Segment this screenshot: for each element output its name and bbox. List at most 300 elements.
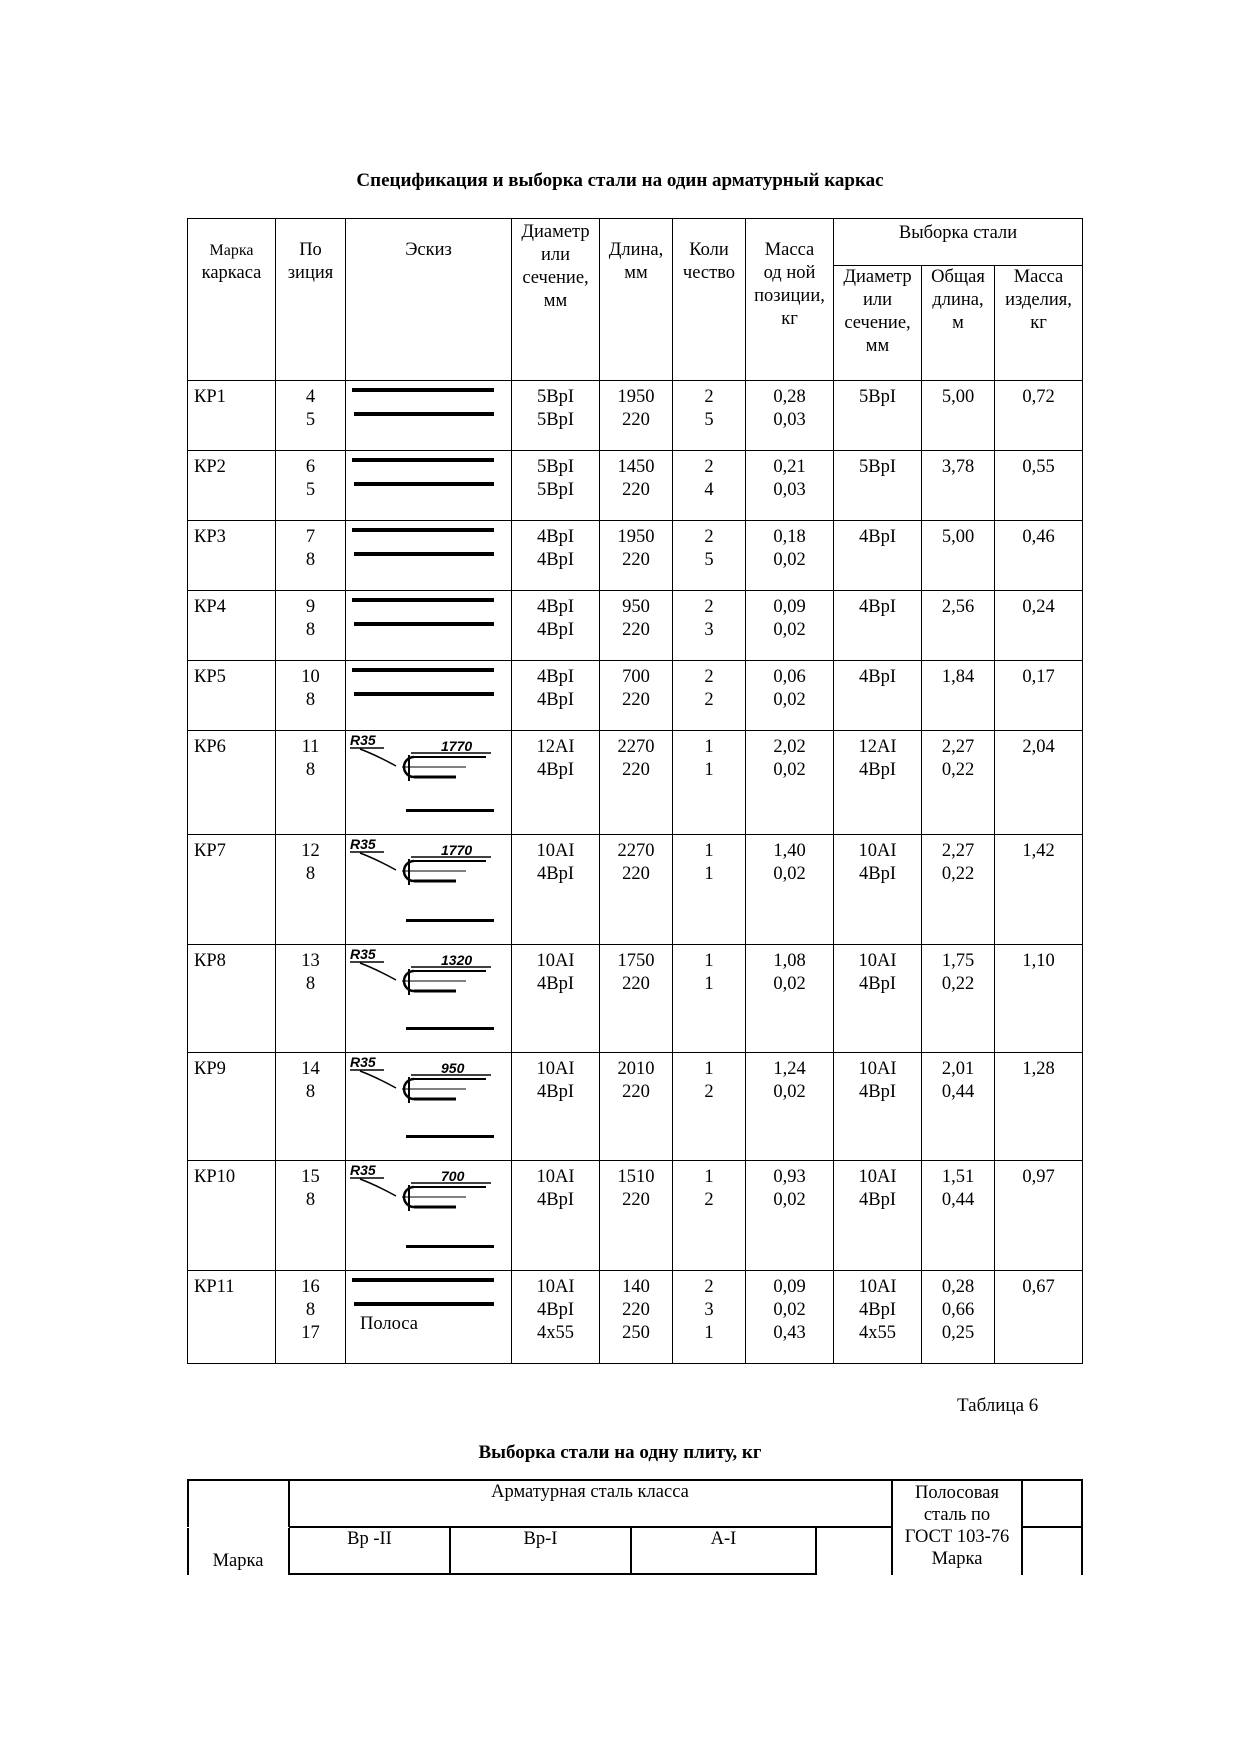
cell-position (276, 661, 346, 731)
table-row (188, 661, 1083, 731)
radius-label: R35 (350, 732, 376, 748)
cell-product-mass: 0,72 (995, 381, 1083, 451)
rebar-sketch (346, 521, 511, 589)
leader-line (360, 963, 396, 980)
cell-diameter-line: 4ВрI (537, 1082, 574, 1102)
cell-quantity (673, 591, 746, 661)
t2-class-vr2: Вр -II (347, 1529, 392, 1549)
cell-total-length-line: 0,22 (941, 760, 975, 780)
cell-position (276, 451, 346, 521)
cell-product-mass: 1,28 (995, 1053, 1083, 1161)
cell-sketch (346, 731, 512, 835)
t2-mark-header: Марка (212, 1551, 264, 1571)
distribution-bar (406, 919, 494, 922)
cell-total-length (922, 451, 995, 521)
table-row (188, 451, 1083, 521)
cell-sketch (346, 381, 512, 451)
cell-sel-diameter (834, 1053, 922, 1161)
table-row (188, 1271, 1083, 1364)
distribution-bar (406, 1135, 494, 1138)
cell-total-length-line: 0,28 (941, 1277, 975, 1297)
cell-position-line: 5 (305, 410, 316, 430)
cell-sel-diameter (834, 661, 922, 731)
cell-quantity (673, 451, 746, 521)
cell-quantity-line: 2 (704, 1082, 714, 1102)
cell-quantity-line: 2 (704, 690, 714, 710)
cell-quantity (673, 521, 746, 591)
cell-position-line: 11 (301, 737, 320, 757)
cell-mass-line: 0,43 (773, 1323, 806, 1343)
cell-sel-diameter-line: 4х55 (859, 1323, 896, 1343)
cell-position-line: 5 (305, 480, 316, 500)
cell-sel-diameter-line: 4ВрI (859, 1190, 896, 1210)
table-row (188, 381, 1083, 451)
cell-diameter-line: 4ВрI (537, 527, 574, 547)
cell-diameter-line: 10АI (536, 951, 575, 971)
specification-table (187, 218, 1083, 1364)
rebar-line (352, 668, 494, 672)
dimension-label: 1770 (441, 738, 473, 754)
cell-position-line: 8 (305, 1082, 316, 1102)
cell-quantity-line: 2 (704, 597, 714, 617)
distribution-bar (406, 1027, 494, 1030)
cell-total-length-line: 0,44 (941, 1190, 975, 1210)
cell-length (600, 835, 673, 945)
cell-mark: КР10 (188, 1161, 276, 1271)
t2-rebar-header: Арматурная сталь класса (491, 1482, 689, 1502)
cell-sketch (346, 1271, 512, 1364)
cell-length-line: 250 (622, 1323, 650, 1343)
cell-diameter (512, 451, 600, 521)
cell-diameter-line: 4ВрI (537, 550, 574, 570)
rebar-line (352, 528, 494, 532)
cell-position-line: 15 (301, 1167, 320, 1187)
cell-product-mass: 1,10 (995, 945, 1083, 1053)
cell-diameter-line: 4ВрI (537, 1190, 574, 1210)
cell-length-line: 220 (622, 690, 650, 710)
cell-mark: КР8 (188, 945, 276, 1053)
header-total-length: Общая длина, м (922, 266, 995, 381)
cell-mass-line: 0,02 (773, 760, 806, 780)
cell-position-line: 7 (305, 527, 316, 547)
t2-divider (815, 1527, 817, 1575)
cell-diameter (512, 521, 600, 591)
rebar-sketch (346, 1161, 511, 1269)
cell-mass-line: 0,02 (773, 1082, 806, 1102)
cell-mark: КР1 (188, 381, 276, 451)
cell-mark: КР9 (188, 1053, 276, 1161)
cell-position (276, 945, 346, 1053)
cell-diameter (512, 591, 600, 661)
cell-length (600, 1161, 673, 1271)
t2-subheader-line (1021, 1526, 1083, 1528)
header-selection-diameter: Диаметр или сечение, мм (834, 266, 922, 381)
cell-sel-diameter-line: 4ВрI (859, 760, 896, 780)
cell-product-mass: 0,46 (995, 521, 1083, 591)
rebar-sketch (346, 661, 511, 729)
cell-position-line: 12 (301, 841, 320, 861)
cell-mass (746, 835, 834, 945)
cell-length-line: 220 (622, 480, 650, 500)
cell-quantity (673, 1271, 746, 1364)
cell-length-line: 220 (622, 550, 650, 570)
cell-mass-line: 0,09 (773, 597, 806, 617)
cell-position-line: 6 (305, 457, 316, 477)
cell-product-mass: 1,42 (995, 835, 1083, 945)
cell-length-line: 220 (622, 410, 650, 430)
cell-position-line: 8 (305, 1190, 316, 1210)
cell-sketch (346, 1161, 512, 1271)
cell-position-line: 8 (305, 620, 316, 640)
cell-sel-diameter-line: 4ВрI (859, 667, 896, 687)
cell-mass-line: 1,08 (773, 951, 806, 971)
cell-total-length (922, 591, 995, 661)
cell-mass-line: 0,06 (773, 667, 806, 687)
cell-diameter-line: 4ВрI (537, 667, 574, 687)
cell-diameter (512, 835, 600, 945)
cell-diameter-line: 4ВрI (537, 597, 574, 617)
table-row (188, 591, 1083, 661)
cell-sel-diameter-line: 4ВрI (859, 597, 896, 617)
cell-diameter (512, 731, 600, 835)
cell-length-line: 1450 (617, 457, 655, 477)
radius-label: R35 (350, 836, 376, 852)
cell-product-mass: 2,04 (995, 731, 1083, 835)
cell-sel-diameter-line: 4ВрI (859, 1082, 896, 1102)
cell-position-line: 8 (305, 974, 316, 994)
cell-quantity (673, 1053, 746, 1161)
rebar-line (354, 552, 494, 556)
cell-sel-diameter-line: 10АI (858, 1167, 897, 1187)
cell-length (600, 381, 673, 451)
leader-line (360, 1179, 396, 1196)
cell-diameter-line: 4ВрI (537, 974, 574, 994)
cell-diameter (512, 1161, 600, 1271)
distribution-bar (406, 1245, 494, 1248)
cell-total-length (922, 1053, 995, 1161)
cell-sel-diameter (834, 731, 922, 835)
cell-diameter (512, 661, 600, 731)
cell-product-mass: 0,17 (995, 661, 1083, 731)
cell-mass-line: 0,02 (773, 620, 806, 640)
cell-mass-line: 1,24 (773, 1059, 806, 1079)
cell-total-length-line: 1,75 (941, 951, 975, 971)
header-mark: Марка каркаса (188, 219, 276, 381)
cell-total-length (922, 381, 995, 451)
cell-diameter-line: 5ВрI (537, 457, 574, 477)
cell-mass-line: 0,02 (773, 690, 806, 710)
distribution-bar (406, 809, 494, 812)
cell-diameter-line: 10АI (536, 841, 575, 861)
cell-position (276, 381, 346, 451)
cell-diameter-line: 4ВрI (537, 1300, 574, 1320)
cell-sel-diameter (834, 1161, 922, 1271)
cell-sel-diameter-line: 10АI (858, 951, 897, 971)
cell-diameter (512, 1271, 600, 1364)
cell-mass-line: 0,03 (773, 410, 806, 430)
cell-mass-line: 2,02 (773, 737, 806, 757)
cell-length-line: 220 (622, 974, 650, 994)
cell-position-line: 17 (301, 1323, 320, 1343)
rebar-line (354, 1302, 494, 1306)
cell-length-line: 1950 (617, 527, 655, 547)
cell-sel-diameter (834, 591, 922, 661)
cell-total-length (922, 731, 995, 835)
cell-total-length (922, 945, 995, 1053)
rebar-line (354, 622, 494, 626)
table-row (188, 731, 1083, 835)
cell-sel-diameter-line: 4ВрI (859, 1300, 896, 1320)
cell-length-line: 220 (622, 620, 650, 640)
cell-quantity-line: 1 (704, 1167, 714, 1187)
cell-mass-line: 0,18 (773, 527, 806, 547)
cell-sel-diameter-line: 10АI (858, 841, 897, 861)
cell-length (600, 591, 673, 661)
dimension-label: 1770 (441, 842, 473, 858)
header-row (188, 219, 1083, 266)
cell-length-line: 1510 (617, 1167, 655, 1187)
cell-quantity (673, 731, 746, 835)
cell-mark: КР5 (188, 661, 276, 731)
cell-quantity-line: 1 (704, 1059, 714, 1079)
header-product-mass: Масса изделия, кг (995, 266, 1083, 381)
cell-quantity-line: 5 (704, 410, 714, 430)
cell-total-length (922, 661, 995, 731)
cell-quantity (673, 1161, 746, 1271)
cell-sel-diameter-line: 10АI (858, 1059, 897, 1079)
t2-strip-header: Полосовая сталь по ГОСТ 103-76 Марка (904, 1483, 1010, 1569)
cell-length (600, 1271, 673, 1364)
cell-position (276, 591, 346, 661)
cell-position-line: 13 (301, 951, 320, 971)
cell-mass (746, 945, 834, 1053)
rebar-sketch (346, 835, 511, 943)
cell-sel-diameter-line: 4ВрI (859, 974, 896, 994)
cell-mark: КР4 (188, 591, 276, 661)
cell-length-line: 2270 (617, 841, 655, 861)
cell-diameter-line: 10АI (536, 1277, 575, 1297)
cell-mark: КР7 (188, 835, 276, 945)
cell-sel-diameter-line: 10АI (858, 1277, 897, 1297)
cell-quantity (673, 835, 746, 945)
cell-length-line: 1750 (617, 951, 655, 971)
cell-position-line: 8 (305, 690, 316, 710)
cell-product-mass: 0,97 (995, 1161, 1083, 1271)
cell-product-mass: 0,67 (995, 1271, 1083, 1364)
table-row (188, 945, 1083, 1053)
cell-diameter-line: 5ВрI (537, 410, 574, 430)
cell-quantity-line: 1 (704, 841, 714, 861)
radius-label: R35 (350, 1162, 376, 1178)
cell-total-length-line: 2,56 (941, 597, 975, 617)
cell-total-length-line: 0,22 (941, 864, 975, 884)
cell-total-length-line: 0,25 (941, 1323, 975, 1343)
cell-length-line: 700 (622, 667, 650, 687)
table-row (188, 1161, 1083, 1271)
table-row (188, 521, 1083, 591)
cell-sketch (346, 451, 512, 521)
cell-mass (746, 731, 834, 835)
cell-position-line: 14 (301, 1059, 320, 1079)
cell-quantity-line: 2 (704, 527, 714, 547)
cell-quantity-line: 3 (704, 1300, 714, 1320)
cell-length-line: 220 (622, 864, 650, 884)
cell-quantity-line: 3 (704, 620, 714, 640)
cell-sel-diameter-line: 12АI (858, 737, 897, 757)
cell-total-length-line: 2,27 (941, 841, 975, 861)
t2-top-border (187, 1479, 1083, 1481)
cell-sketch (346, 591, 512, 661)
cell-total-length-line: 1,51 (941, 1167, 975, 1187)
cell-length-line: 220 (622, 760, 650, 780)
dimension-label: 950 (441, 1060, 465, 1076)
rebar-line (352, 458, 494, 462)
table-row (188, 1053, 1083, 1161)
cell-quantity-line: 2 (704, 1190, 714, 1210)
cell-total-length (922, 835, 995, 945)
cell-quantity (673, 661, 746, 731)
cell-position (276, 1161, 346, 1271)
dimension-label: 1320 (441, 952, 473, 968)
cell-diameter (512, 945, 600, 1053)
leader-line (360, 1071, 396, 1088)
cell-diameter (512, 1053, 600, 1161)
cell-mass (746, 591, 834, 661)
header-steel-selection: Выборка стали (834, 219, 1083, 266)
cell-mark: КР11 (188, 1271, 276, 1364)
cell-mass-line: 1,40 (773, 841, 806, 861)
t2-gap (187, 1527, 289, 1528)
cell-product-mass: 0,24 (995, 591, 1083, 661)
cell-total-length-line: 2,27 (941, 737, 975, 757)
cell-length-line: 1950 (617, 387, 655, 407)
cell-position (276, 835, 346, 945)
table-number: Таблица 6 (957, 1395, 1039, 1416)
header-quantity: Коли чество (673, 219, 746, 381)
cell-mass-line: 0,28 (773, 387, 806, 407)
cell-position-line: 8 (305, 550, 316, 570)
cell-sel-diameter (834, 521, 922, 591)
cell-diameter-line: 10АI (536, 1167, 575, 1187)
rebar-line (354, 412, 494, 416)
cell-total-length (922, 1161, 995, 1271)
header-length: Длина, мм (600, 219, 673, 381)
rebar-sketch (346, 591, 511, 659)
cell-sel-diameter-line: 5ВрI (859, 457, 896, 477)
cell-position-line: 10 (301, 667, 320, 687)
cell-quantity-line: 1 (704, 974, 714, 994)
cell-total-length (922, 521, 995, 591)
cell-quantity (673, 381, 746, 451)
cell-mass-line: 0,02 (773, 974, 806, 994)
cell-quantity-line: 1 (704, 864, 714, 884)
cell-sel-diameter (834, 1271, 922, 1364)
t2-bottom-line (289, 1573, 816, 1575)
cell-mass-line: 0,03 (773, 480, 806, 500)
cell-quantity-line: 2 (704, 387, 714, 407)
cell-diameter-line: 5ВрI (537, 480, 574, 500)
cell-sel-diameter-line: 4ВрI (859, 864, 896, 884)
rebar-line (352, 388, 494, 392)
cell-diameter-line: 4х55 (537, 1323, 574, 1343)
cell-mass (746, 381, 834, 451)
cell-sel-diameter-line: 4ВрI (859, 527, 896, 547)
cell-total-length-line: 5,00 (941, 527, 975, 547)
cell-quantity-line: 4 (704, 480, 714, 500)
cell-mark: КР2 (188, 451, 276, 521)
cell-mass-line: 0,93 (773, 1167, 806, 1187)
table-row (188, 835, 1083, 945)
header-sketch: Эскиз (346, 219, 512, 381)
cell-length-line: 2010 (617, 1059, 655, 1079)
leader-line (360, 749, 396, 766)
rebar-line (352, 1278, 494, 1282)
cell-length-line: 2270 (617, 737, 655, 757)
table2-title: Выборка стали на одну плиту, кг (478, 1442, 762, 1463)
cell-diameter-line: 4ВрI (537, 690, 574, 710)
cell-mass (746, 451, 834, 521)
cell-total-length-line: 5,00 (941, 387, 975, 407)
rebar-sketch (346, 381, 511, 449)
cell-sel-diameter (834, 835, 922, 945)
rebar-line (354, 482, 494, 486)
cell-position-line: 8 (305, 760, 316, 780)
header-mass: Масса од ной позиции, кг (746, 219, 834, 381)
cell-position (276, 1271, 346, 1364)
cell-mass-line: 0,02 (773, 864, 806, 884)
cell-quantity-line: 2 (704, 1277, 714, 1297)
cell-sketch (346, 1053, 512, 1161)
cell-product-mass: 0,55 (995, 451, 1083, 521)
cell-total-length-line: 3,78 (941, 457, 975, 477)
cell-position (276, 1053, 346, 1161)
cell-total-length-line: 0,66 (941, 1300, 975, 1320)
cell-diameter-line: 12АI (536, 737, 575, 757)
rebar-sketch (346, 945, 511, 1051)
cell-length (600, 731, 673, 835)
cell-total-length-line: 0,22 (941, 974, 975, 994)
cell-diameter-line: 10АI (536, 1059, 575, 1079)
t2-subheader-line (289, 1526, 892, 1528)
cell-total-length-line: 0,44 (941, 1082, 975, 1102)
cell-mass-line: 0,02 (773, 550, 806, 570)
cell-position-line: 16 (301, 1277, 320, 1297)
page-title: Спецификация и выборка стали на один арматурный каркас (356, 170, 884, 191)
cell-sel-diameter (834, 945, 922, 1053)
header-diameter: Диаметр или сечение, мм (512, 219, 600, 381)
cell-mass (746, 521, 834, 591)
header-position: По зиция (276, 219, 346, 381)
cell-total-length (922, 1271, 995, 1364)
cell-quantity-line: 1 (704, 951, 714, 971)
cell-mark: КР6 (188, 731, 276, 835)
radius-label: R35 (350, 946, 376, 962)
cell-mass-line: 0,02 (773, 1190, 806, 1210)
t2-class-vr1: Вр-I (523, 1529, 558, 1549)
cell-position (276, 731, 346, 835)
rebar-sketch (346, 1271, 511, 1362)
cell-quantity-line: 2 (704, 457, 714, 477)
cell-quantity-line: 1 (704, 1323, 714, 1343)
cell-total-length-line: 1,84 (941, 667, 975, 687)
cell-mass-line: 0,02 (773, 1300, 806, 1320)
cell-quantity-line: 1 (704, 760, 714, 780)
leader-line (360, 853, 396, 870)
cell-length-line: 220 (622, 1300, 650, 1320)
rebar-line (354, 692, 494, 696)
cell-diameter-line: 5ВрI (537, 387, 574, 407)
rebar-sketch (346, 451, 511, 519)
